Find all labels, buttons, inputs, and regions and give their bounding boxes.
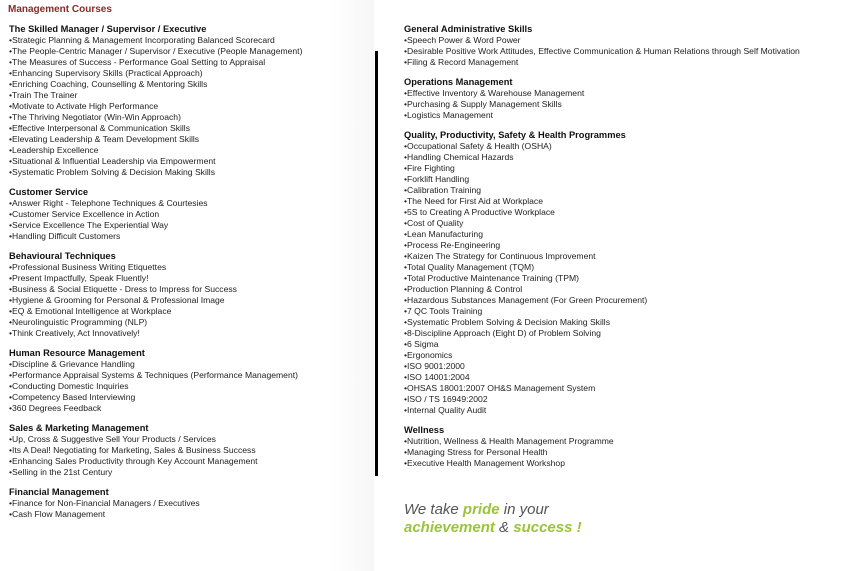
page-title: Management Courses [8,4,112,15]
course-item: • EQ & Emotional Intelligence at Workplace [9,306,369,317]
course-section-behavioural-techniques [9,251,369,339]
course-item: • Selling in the 21st Century [9,467,369,478]
tagline-pride: pride [462,501,500,518]
course-section-quality-productivity-safety-health-programmes [404,130,850,416]
left-column [9,24,369,529]
course-item: • Neurolinguistic Programming (NLP) [9,317,369,328]
section-title: Behavioural Techniques [9,251,116,261]
course-section-general-administrative-skills [404,24,850,68]
section-title: Wellness [404,425,445,435]
course-item: • Fire Fighting [404,163,850,174]
section-title: Human Resource Management [9,348,145,358]
course-item: • Train The Trainer [9,90,369,101]
course-item: • The People-Centric Manager / Supervisor / Executive (People Management) [9,46,369,57]
course-item: • Strategic Planning & Management Incorporating Balanced Scorecard [9,35,369,46]
right-column [404,24,850,478]
course-item: • Performance Appraisal Systems & Techniques (Performance Management) [9,370,369,381]
section-title: Sales & Marketing Management [9,423,149,433]
course-item: • Ergonomics [404,350,850,361]
course-item: • 5S to Creating A Productive Workplace [404,207,850,218]
course-item: • OHSAS 18001:2007 OH&S Management System [404,383,850,394]
section-title: The Skilled Manager / Supervisor / Executive [9,24,207,34]
course-item: • Filing & Record Management [404,57,850,68]
course-list [404,141,850,416]
tagline-exclamation: ! [572,519,582,536]
course-item: • Kaizen The Strategy for Continuous Improvement [404,251,850,262]
course-item: • ISO 14001:2004 [404,372,850,383]
course-list [404,35,850,68]
course-item: • Enhancing Supervisory Skills (Practical Approach) [9,68,369,79]
course-item: • 8-Discipline Approach (Eight D) of Problem Solving [404,328,850,339]
course-item: • Customer Service Excellence in Action [9,209,369,220]
course-item: • Cost of Quality [404,218,850,229]
course-item: • 7 QC Tools Training [404,306,850,317]
course-item: • Occupational Safety & Health (OSHA) [404,141,850,152]
course-item: • Lean Manufacturing [404,229,850,240]
course-item: • Managing Stress for Personal Health [404,447,850,458]
course-item: • Enriching Coaching, Counselling & Mentoring Skills [9,79,369,90]
course-list [404,436,850,469]
tagline-amp: & [494,519,514,536]
course-item: • The Measures of Success - Performance Goal Setting to Appraisal [9,57,369,68]
course-item: • Business & Social Etiquette - Dress to Impress for Success [9,284,369,295]
course-item: • ISO 9001:2000 [404,361,850,372]
course-item: • Purchasing & Supply Management Skills [404,99,850,110]
course-item: • Effective Interpersonal & Communication Skills [9,123,369,134]
course-item: • 6 Sigma [404,339,850,350]
section-title: Operations Management [404,77,513,87]
course-item: • The Need for First Aid at Workplace [404,196,850,207]
course-item: • Internal Quality Audit [404,405,850,416]
course-item: • Present Impactfully, Speak Fluently! [9,273,369,284]
course-item: • Calibration Training [404,185,850,196]
course-item: • Finance for Non-Financial Managers / Executives [9,498,369,509]
course-item: • Hazardous Substances Management (For Green Procurement) [404,295,850,306]
course-item: • Systematic Problem Solving & Decision Making Skills [404,317,850,328]
course-item: • Handling Difficult Customers [9,231,369,242]
course-item: • Desirable Positive Work Attitudes, Effective Communication & Human Relations through Self Motivation [404,46,850,57]
tagline-part1: We take [404,501,463,518]
section-title: General Administrative Skills [404,24,533,34]
course-item: • Leadership Excellence [9,145,369,156]
course-item: • Production Planning & Control [404,284,850,295]
course-list [9,498,369,520]
course-item: • Service Excellence The Experiential Way [9,220,369,231]
course-section-human-resource-management [9,348,369,414]
course-item: • Logistics Management [404,110,850,121]
course-section-wellness [404,425,850,469]
course-item: • Nutrition, Wellness & Health Management Programme [404,436,850,447]
course-item: • Conducting Domestic Inquiries [9,381,369,392]
course-item: • Think Creatively, Act Innovatively! [9,328,369,339]
course-section-financial-management [9,487,369,520]
course-item: • Executive Health Management Workshop [404,458,850,469]
course-item: • Enhancing Sales Productivity through Key Account Management [9,456,369,467]
course-item: • ISO / TS 16949:2002 [404,394,850,405]
course-item: • Up, Cross & Suggestive Sell Your Products / Services [9,434,369,445]
tagline [404,501,582,537]
course-list [9,434,369,478]
course-item: • Forklift Handling [404,174,850,185]
course-list [9,198,369,242]
section-title: Quality, Productivity, Safety & Health Programmes [404,130,626,140]
course-item: • Professional Business Writing Etiquettes [9,262,369,273]
course-section-customer-service [9,187,369,242]
course-item: • Competency Based Interviewing [9,392,369,403]
course-item: • Effective Inventory & Warehouse Management [404,88,850,99]
course-item: • Elevating Leadership & Team Development Skills [9,134,369,145]
course-item: • 360 Degrees Feedback [9,403,369,414]
course-list [9,35,369,178]
course-item: • Hygiene & Grooming for Personal & Professional Image [9,295,369,306]
course-item: • Discipline & Grievance Handling [9,359,369,370]
course-item: • Handling Chemical Hazards [404,152,850,163]
course-item: • Its A Deal! Negotiating for Marketing, Sales & Business Success [9,445,369,456]
course-item: • Systematic Problem Solving & Decision Making Skills [9,167,369,178]
column-divider [375,51,378,476]
course-item: • Motivate to Activate High Performance [9,101,369,112]
course-item: • The Thriving Negotiator (Win-Win Approach) [9,112,369,123]
course-item: • Answer Right - Telephone Techniques & Courtesies [9,198,369,209]
course-item: • Speech Power & Word Power [404,35,850,46]
course-item: • Total Quality Management (TQM) [404,262,850,273]
tagline-part2: in your [499,501,549,518]
course-list [9,262,369,339]
course-item: • Situational & Influential Leadership via Empowerment [9,156,369,167]
course-section-the-skilled-manager-supervisor-executive [9,24,369,178]
course-item: • Process Re-Engineering [404,240,850,251]
section-title: Financial Management [9,487,109,497]
course-item: • Total Productive Maintenance Training (TPM) [404,273,850,284]
tagline-achievement: achievement [404,519,495,536]
course-section-operations-management [404,77,850,121]
course-section-sales-marketing-management [9,423,369,478]
tagline-success: success [513,519,573,536]
course-item: • Cash Flow Management [9,509,369,520]
course-list [404,88,850,121]
section-title: Customer Service [9,187,89,197]
course-list [9,359,369,414]
